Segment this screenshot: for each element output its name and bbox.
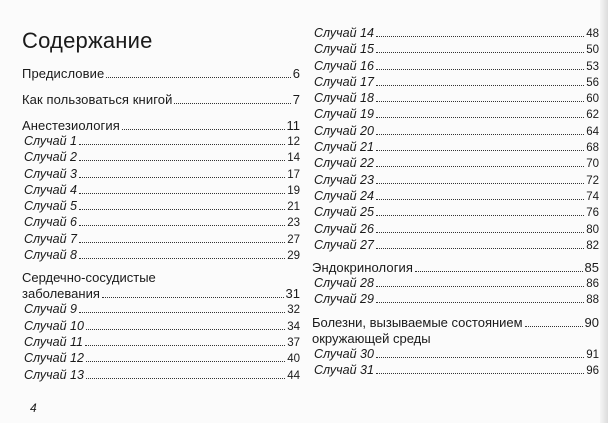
toc-case-entry[interactable]: [312, 107, 599, 123]
case-page: 12: [287, 136, 300, 148]
dot-leader: [86, 378, 285, 379]
dot-leader: [376, 286, 584, 287]
case-page: 40: [287, 353, 300, 366]
toc-case-entry[interactable]: [312, 363, 599, 379]
toc-section-anesthesiology[interactable]: [22, 118, 300, 134]
case-page: 50: [586, 44, 599, 57]
case-label: Случай 22: [314, 156, 374, 171]
section-label-line1: Сердечно-сосудистые: [22, 270, 156, 286]
dot-leader: [86, 361, 285, 362]
dot-leader: [79, 144, 285, 145]
case-label: Случай 20: [314, 123, 374, 138]
toc-case-entry[interactable]: [312, 26, 599, 42]
case-page: 14: [287, 152, 300, 165]
dot-leader: [376, 69, 584, 70]
case-page: 82: [586, 239, 599, 252]
dot-leader: [102, 297, 284, 298]
case-page: 17: [287, 168, 300, 181]
toc-entry-preface[interactable]: [22, 66, 300, 82]
dot-leader: [106, 77, 290, 78]
dot-leader: [376, 183, 584, 184]
toc-case-entry[interactable]: [22, 134, 300, 150]
case-label: Случай 4: [24, 182, 77, 197]
dot-leader: [376, 52, 584, 53]
entry-page: 7: [292, 92, 300, 107]
dot-leader: [376, 134, 584, 135]
dot-leader: [79, 225, 285, 226]
toc-case-entry[interactable]: [312, 156, 599, 172]
case-label: Случай 9: [24, 302, 77, 317]
toc-case-entry[interactable]: [312, 292, 599, 308]
case-label: Случай 16: [314, 58, 374, 73]
dot-leader: [525, 326, 583, 327]
case-label: Случай 30: [314, 346, 374, 361]
toc-section-environment[interactable]: [312, 315, 599, 347]
case-label: Случай 25: [314, 205, 374, 220]
toc-case-entry[interactable]: [312, 205, 599, 221]
toc-case-entry[interactable]: [312, 140, 599, 156]
case-label: Случай 27: [314, 237, 374, 252]
dot-leader: [376, 101, 584, 102]
toc-section-cardio[interactable]: [22, 270, 300, 302]
toc-case-entry[interactable]: [22, 302, 300, 318]
case-page: 64: [586, 125, 599, 138]
section-label: Эндокринология: [312, 260, 414, 276]
case-label: Случай 8: [24, 248, 77, 263]
toc-left-column: [22, 28, 300, 384]
dot-leader: [376, 357, 584, 358]
case-page: 86: [586, 278, 599, 291]
case-page: 68: [586, 142, 599, 155]
entry-label: Предисловие: [22, 66, 105, 81]
section-page: 31: [285, 286, 300, 302]
case-page: 60: [586, 93, 599, 106]
case-page: 88: [586, 294, 599, 307]
case-label: Случай 19: [314, 107, 374, 122]
section-page: 85: [584, 260, 599, 276]
dot-leader: [376, 166, 584, 167]
dot-leader: [79, 177, 285, 178]
case-label: Случай 11: [24, 334, 84, 349]
case-label: Случай 26: [314, 221, 374, 236]
toc-case-entry[interactable]: [312, 124, 599, 140]
section-page: 90: [584, 314, 599, 330]
dot-leader: [376, 117, 584, 118]
dot-leader: [376, 232, 584, 233]
dot-leader: [376, 36, 584, 37]
toc-case-entry[interactable]: [22, 368, 300, 384]
dot-leader: [376, 150, 584, 151]
entry-page: 6: [292, 66, 300, 81]
toc-case-entry[interactable]: [312, 238, 599, 254]
toc-case-entry[interactable]: [22, 232, 300, 248]
toc-right-column: [312, 26, 599, 379]
case-label: Случай 18: [314, 91, 374, 106]
dot-leader: [79, 209, 285, 210]
case-page: 32: [287, 304, 300, 317]
toc-case-entry[interactable]: [312, 91, 599, 107]
case-label: Случай 1: [24, 134, 77, 148]
dot-leader: [79, 312, 285, 313]
case-label: Случай 24: [314, 188, 374, 203]
case-label: Случай 6: [24, 215, 77, 230]
case-label: Случай 14: [314, 26, 374, 40]
case-page: 62: [586, 109, 599, 122]
dot-leader: [79, 160, 285, 161]
toc-case-entry[interactable]: [312, 59, 599, 75]
dot-leader: [415, 271, 582, 272]
toc-case-entry[interactable]: [312, 276, 599, 292]
toc-case-entry[interactable]: [312, 347, 599, 363]
dot-leader: [79, 193, 285, 194]
toc-case-entry[interactable]: [312, 222, 599, 238]
page-edge-shadow: [600, 0, 608, 423]
dot-leader: [86, 329, 285, 330]
dot-leader: [122, 129, 285, 130]
case-list-continued: [312, 26, 599, 254]
case-label: Случай 5: [24, 199, 77, 214]
dot-leader: [376, 199, 584, 200]
case-page: 91: [586, 348, 599, 361]
toc-title: Содержание: [22, 28, 153, 53]
case-page: 44: [287, 369, 300, 382]
case-page: 48: [586, 28, 599, 40]
dot-leader: [174, 103, 290, 104]
section-label-line2: заболевания: [22, 286, 100, 302]
toc-case-entry[interactable]: [22, 351, 300, 367]
case-page: 34: [287, 320, 300, 333]
toc-case-entry[interactable]: [312, 75, 599, 91]
toc-case-entry[interactable]: [312, 42, 599, 58]
toc-case-entry[interactable]: [312, 173, 599, 189]
case-label: Случай 29: [314, 292, 374, 307]
case-page: 23: [287, 217, 300, 230]
toc-case-entry[interactable]: [22, 199, 300, 215]
case-label: Случай 21: [314, 140, 374, 155]
section-page: 11: [286, 118, 300, 133]
toc-section-endocrinology[interactable]: [312, 260, 599, 276]
entry-label: Как пользоваться книгой: [22, 92, 173, 107]
section-label-line1: Болезни, вызываемые состоянием: [312, 314, 523, 330]
dot-leader: [376, 215, 584, 216]
case-list-cardio: [22, 302, 300, 383]
toc-case-entry[interactable]: [312, 189, 599, 205]
case-list-endocrinology: [312, 276, 599, 309]
section-label-line2: окружающей среды: [312, 330, 431, 346]
case-page: 96: [586, 365, 599, 378]
section-label: Анестезиология: [22, 118, 120, 133]
toc-case-entry[interactable]: [22, 319, 300, 335]
case-label: Случай 2: [24, 150, 77, 165]
case-page: 56: [586, 76, 599, 89]
case-page: 21: [287, 201, 300, 214]
case-label: Случай 12: [24, 351, 84, 366]
toc-entry-how-to-use[interactable]: [22, 92, 300, 108]
toc-case-entry[interactable]: [22, 335, 300, 351]
case-page: 76: [586, 207, 599, 220]
page-number: 4: [30, 401, 37, 415]
dot-leader: [376, 373, 584, 374]
case-label: Случай 3: [24, 166, 77, 181]
case-page: 74: [586, 190, 599, 203]
case-page: 53: [586, 60, 599, 73]
dot-leader: [376, 302, 584, 303]
dot-leader: [79, 242, 285, 243]
case-label: Случай 7: [24, 231, 77, 246]
case-label: Случай 23: [314, 172, 374, 187]
case-list-environment: [312, 347, 599, 380]
case-page: 29: [287, 250, 300, 263]
dot-leader: [376, 85, 584, 86]
case-label: Случай 13: [24, 367, 84, 382]
toc-case-entry[interactable]: [22, 215, 300, 231]
case-label: Случай 28: [314, 276, 374, 291]
case-page: 37: [287, 336, 300, 349]
dot-leader: [79, 258, 285, 259]
dot-leader: [85, 345, 285, 346]
dot-leader: [376, 248, 584, 249]
case-label: Случай 17: [314, 74, 374, 89]
case-label: Случай 15: [314, 42, 374, 57]
case-page: 19: [287, 184, 300, 197]
case-page: 27: [287, 233, 300, 246]
case-page: 80: [586, 223, 599, 236]
case-page: 70: [586, 158, 599, 171]
toc-case-entry[interactable]: [22, 248, 300, 264]
case-label: Случай 10: [24, 318, 84, 333]
toc-case-entry[interactable]: [22, 150, 300, 166]
toc-case-entry[interactable]: [22, 183, 300, 199]
case-label: Случай 31: [314, 363, 374, 378]
case-page: 72: [586, 174, 599, 187]
toc-case-entry[interactable]: [22, 167, 300, 183]
case-list-anesthesiology: [22, 134, 300, 264]
